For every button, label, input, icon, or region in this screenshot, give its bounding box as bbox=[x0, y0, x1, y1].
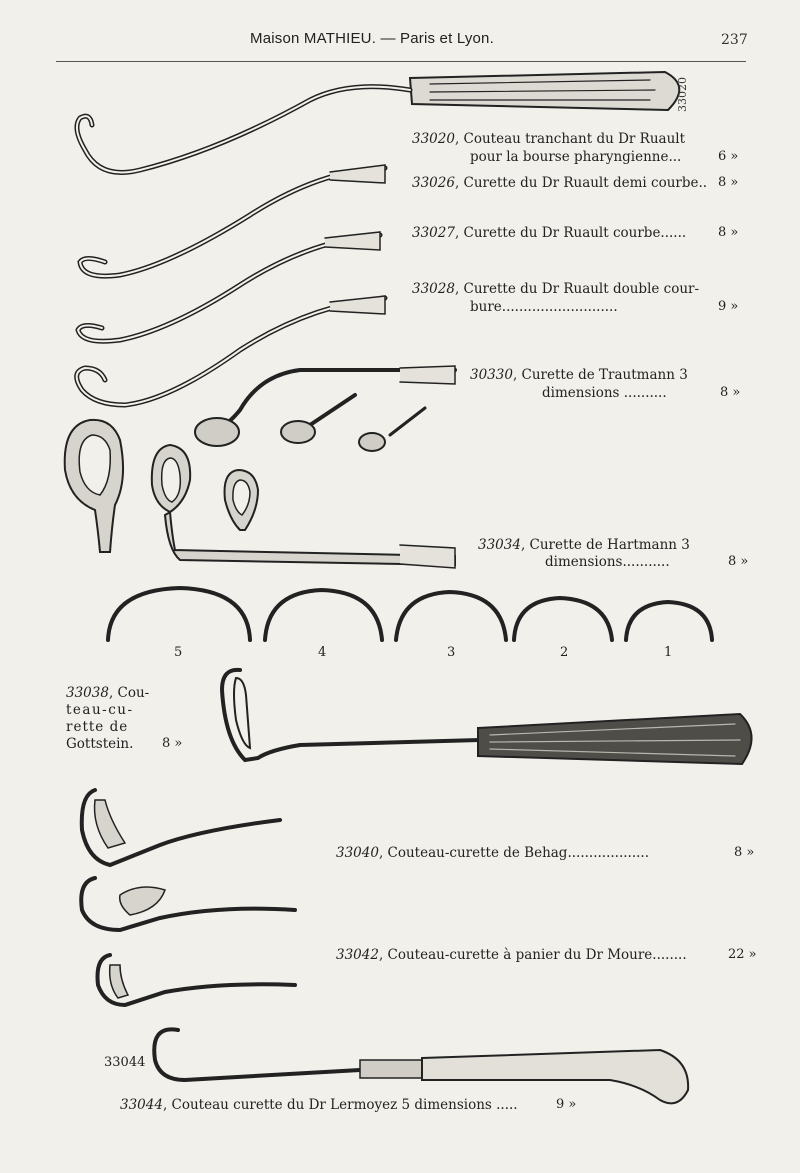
instrument-33042 bbox=[81, 878, 295, 930]
price-33028: 9 » bbox=[718, 299, 739, 314]
price-33042: 22 » bbox=[728, 947, 757, 962]
entry-33028-line1: 33028, Curette du Dr Ruault double cour- bbox=[412, 281, 700, 297]
entry-33038-line4: Gottstein. bbox=[66, 736, 134, 752]
price-33034: 8 » bbox=[728, 554, 749, 569]
entry-30330-line1: 30330, Curette de Trautmann 3 bbox=[470, 367, 688, 383]
entry-33020-line2: pour la bourse pharyngienne... bbox=[470, 149, 682, 165]
entry-33028-line2: bure........................... bbox=[470, 299, 618, 315]
entry-33038-line2: teau-cu- bbox=[66, 702, 134, 718]
price-33038: 8 » bbox=[162, 736, 183, 751]
instrument-33040 bbox=[82, 790, 280, 865]
price-33027: 8 » bbox=[718, 225, 739, 240]
entry-33026: 33026, Curette du Dr Ruault demi courbe.. bbox=[412, 175, 708, 191]
price-30330: 8 » bbox=[720, 385, 741, 400]
price-33026: 8 » bbox=[718, 175, 739, 190]
size-number-3: 3 bbox=[447, 645, 456, 660]
size-number-5: 5 bbox=[174, 645, 183, 660]
price-33040: 8 » bbox=[734, 845, 755, 860]
page-number: 237 bbox=[721, 32, 748, 48]
label-33044: 33044 bbox=[104, 1055, 146, 1070]
stamp-33020: 33020 bbox=[676, 77, 689, 112]
instrument-30330 bbox=[195, 366, 455, 451]
size-number-2: 2 bbox=[560, 645, 569, 660]
entry-33027: 33027, Curette du Dr Ruault courbe...... bbox=[412, 225, 687, 241]
size-number-1: 1 bbox=[664, 645, 673, 660]
entry-33034-line2: dimensions........... bbox=[545, 554, 670, 570]
instrument-33026 bbox=[80, 165, 385, 276]
entry-30330-line2: dimensions .......... bbox=[542, 385, 667, 401]
instrument-33028 bbox=[77, 296, 385, 405]
entry-33038-line3: rette de bbox=[66, 719, 129, 735]
size-number-4: 4 bbox=[318, 645, 327, 660]
entry-33044: 33044, Couteau curette du Dr Lermoyez 5 dimensions ..... bbox=[120, 1097, 518, 1113]
instrument-33042-variant bbox=[98, 955, 296, 1005]
entry-33038-line1: 33038, Cou- bbox=[66, 685, 150, 701]
page-header-title: Maison MATHIEU. — Paris et Lyon. bbox=[250, 30, 494, 47]
instrument-33034 bbox=[65, 420, 455, 568]
curette-size-arcs bbox=[108, 588, 712, 640]
entry-33034-line1: 33034, Curette de Hartmann 3 bbox=[478, 537, 690, 553]
price-33044: 9 » bbox=[556, 1097, 577, 1112]
instrument-33044 bbox=[154, 1029, 688, 1103]
entry-33042: 33042, Couteau-curette à panier du Dr Moure........ bbox=[336, 947, 687, 963]
entry-33040: 33040, Couteau-curette de Behag................... bbox=[336, 845, 649, 861]
price-33020: 6 » bbox=[718, 149, 739, 164]
instrument-33027 bbox=[78, 232, 380, 341]
entry-33020-line1: 33020, Couteau tranchant du Dr Ruault bbox=[412, 131, 686, 147]
instrument-33038 bbox=[222, 670, 752, 764]
